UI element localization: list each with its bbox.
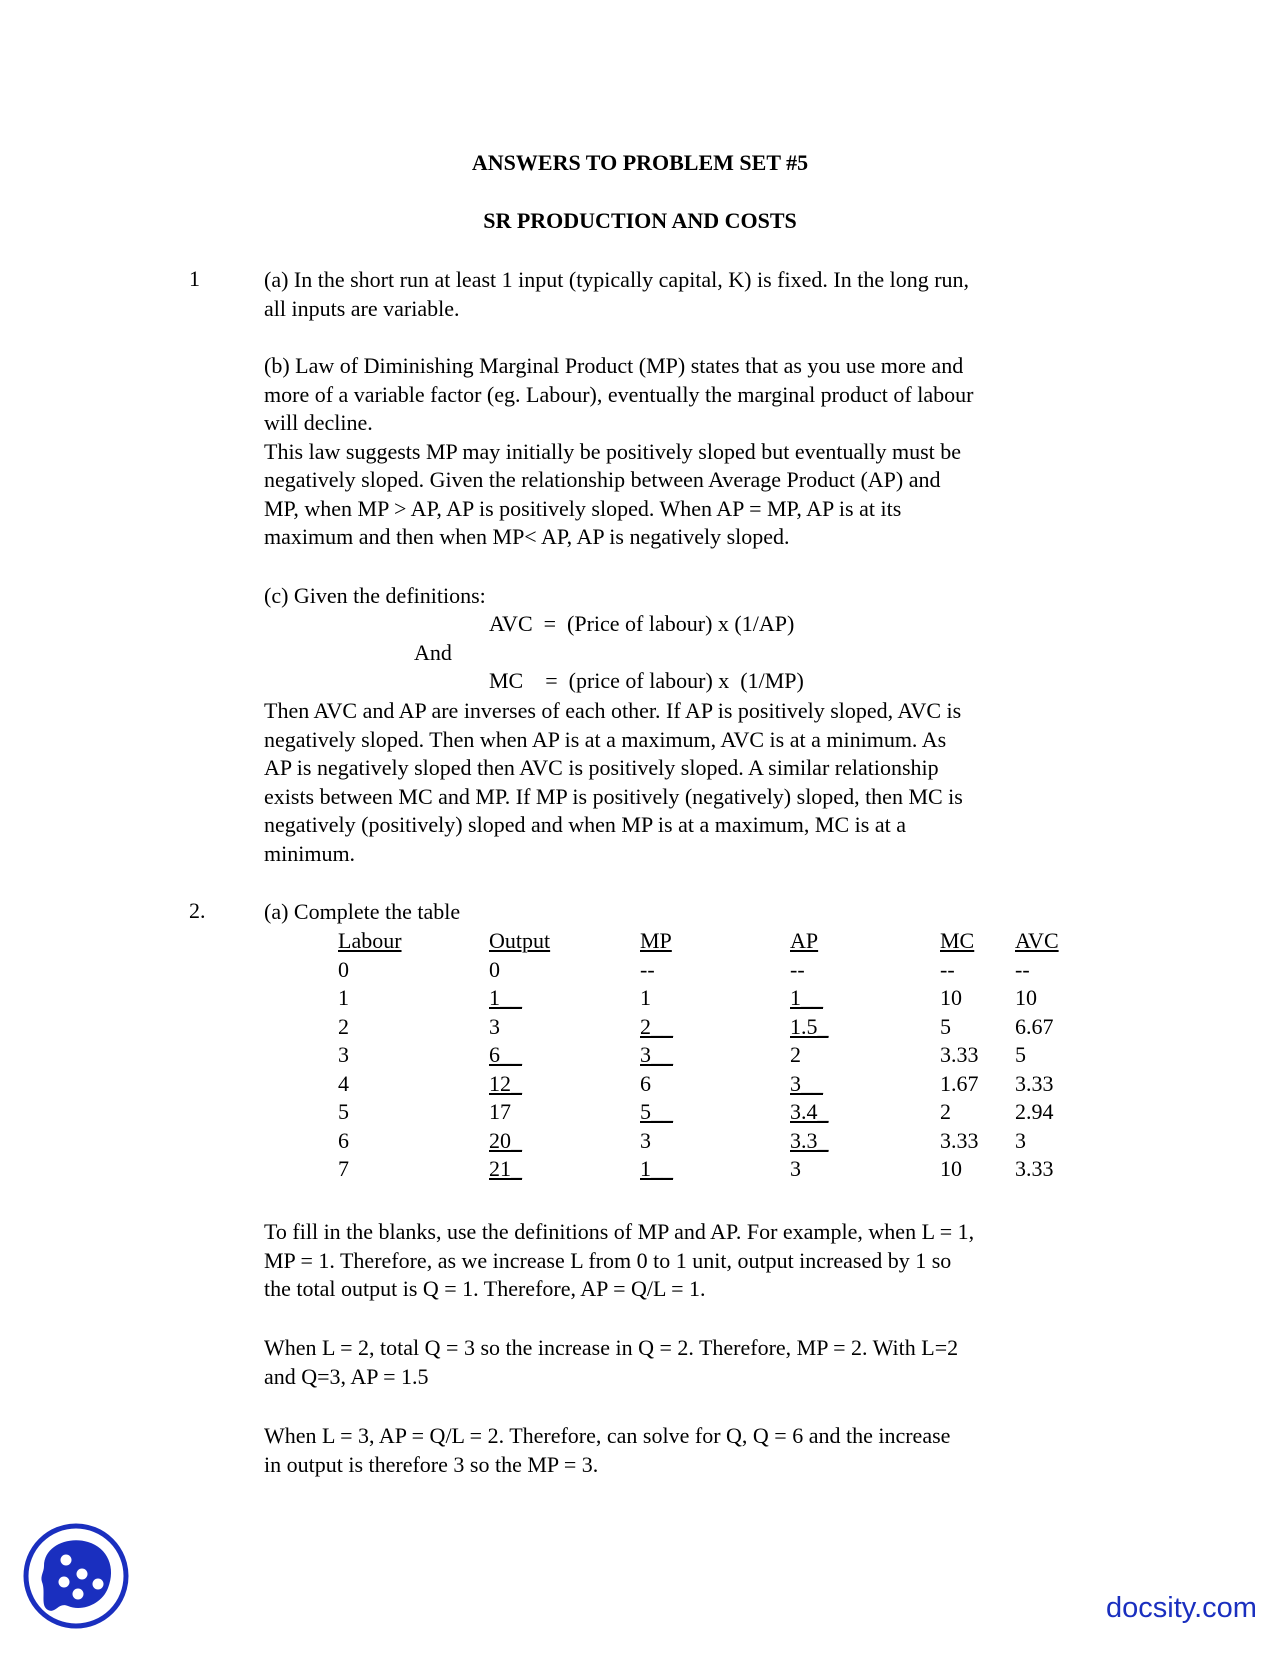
- table-cell: 10: [940, 985, 962, 1010]
- text-line: AP is negatively sloped then AVC is positively sloped. A similar relationship: [264, 755, 939, 780]
- table-cell: 2.94: [1015, 1099, 1054, 1124]
- table-cell: 6.67: [1015, 1013, 1054, 1039]
- column-header-ap: AP: [790, 928, 819, 953]
- q1-part-c-intro: [264, 582, 1044, 611]
- table-cell: 3.33: [1015, 1070, 1054, 1096]
- text-line: the total output is Q = 1. Therefore, AP = Q/L = 1.: [264, 1276, 706, 1301]
- q1-part-c-body: [264, 697, 1044, 868]
- text-line: MP, when MP > AP, AP is positively sloped. When AP = MP, AP is at its: [264, 495, 902, 521]
- table-cell-filled-blank: 1__: [489, 985, 522, 1010]
- docsity-brand-link[interactable]: docsity.com: [1106, 1592, 1257, 1624]
- table-cell-filled-blank: 1__: [640, 1156, 673, 1181]
- text-line: (a) In the short run at least 1 input (typically capital, K) is fixed. In the long run,: [264, 267, 970, 292]
- q1-part-b: [264, 352, 1044, 552]
- table-cell-filled-blank: 2__: [640, 1013, 673, 1039]
- column-header-mc: MC: [940, 928, 975, 953]
- table-cell: 5: [940, 1013, 951, 1039]
- table-cell: 1: [338, 985, 349, 1010]
- avc-equation: AVC = (Price of labour) x (1/AP): [489, 611, 795, 636]
- table-cell: --: [1015, 956, 1030, 982]
- q2-explanation-1: [264, 1218, 1044, 1304]
- table-cell: 1: [640, 985, 651, 1010]
- table-cell: --: [790, 956, 805, 982]
- table-cell-filled-blank: 1__: [790, 985, 823, 1010]
- table-cell: 6: [338, 1127, 349, 1153]
- table-cell: 3: [640, 1127, 651, 1153]
- table-cell-filled-blank: 12_: [489, 1070, 522, 1096]
- document-title: ANSWERS TO PROBLEM SET #5: [471, 150, 809, 175]
- document-subtitle: SR PRODUCTION AND COSTS: [483, 208, 797, 233]
- table-cell: 6: [640, 1070, 651, 1096]
- table-cell: 3.33: [940, 1127, 979, 1153]
- text-line: negatively sloped. Given the relationship between Average Product (AP) and: [264, 467, 941, 492]
- column-header-mp: MP: [640, 928, 672, 953]
- text-line: (c) Given the definitions:: [264, 583, 486, 608]
- text-line: Then AVC and AP are inverses of each other. If AP is positively sloped, AVC is: [264, 698, 962, 723]
- table-cell-filled-blank: 3__: [790, 1070, 823, 1096]
- table-cell: 1.67: [940, 1070, 979, 1096]
- table-cell: 3: [790, 1156, 801, 1181]
- table-cell-filled-blank: 6__: [489, 1042, 522, 1067]
- text-line: This law suggests MP may initially be positively sloped but eventually must be: [264, 438, 962, 464]
- text-line: MP = 1. Therefore, as we increase L from 0 to 1 unit, output increased by 1 so: [264, 1247, 952, 1273]
- text-line: minimum.: [264, 840, 356, 866]
- column-header-output: Output: [489, 928, 551, 953]
- text-line: To fill in the blanks, use the definitions of MP and AP. For example, when L = 1,: [264, 1219, 975, 1244]
- text-line: more of a variable factor (eg. Labour), eventually the marginal product of labour: [264, 381, 974, 407]
- table-cell: 0: [489, 956, 500, 982]
- table-cell-filled-blank: 3.4_: [790, 1099, 829, 1124]
- text-line: all inputs are variable.: [264, 295, 460, 321]
- docsity-logo-icon: [22, 1522, 130, 1630]
- q2-explanation-2: [264, 1334, 1044, 1391]
- table-cell: 5: [1015, 1042, 1026, 1067]
- table-cell: 0: [338, 956, 349, 982]
- table-cell: 3.33: [940, 1042, 979, 1067]
- table-cell: 5: [338, 1099, 349, 1124]
- table-cell-filled-blank: 21_: [489, 1156, 522, 1181]
- table-cell: 2: [338, 1013, 349, 1039]
- q1-part-a: [264, 266, 1044, 323]
- column-header-avc: AVC: [1015, 928, 1059, 953]
- and-label: And: [414, 640, 452, 665]
- text-line: maximum and then when MP< AP, AP is negatively sloped.: [264, 524, 790, 549]
- table-cell: 17: [489, 1099, 511, 1124]
- table-cell: 7: [338, 1156, 349, 1181]
- table-cell: --: [940, 956, 955, 982]
- column-header-labour: Labour: [338, 928, 402, 953]
- table-cell-filled-blank: 3__: [640, 1042, 673, 1067]
- table-cell: 10: [1015, 985, 1037, 1010]
- table-cell: 4: [338, 1070, 349, 1096]
- table-cell: 3.33: [1015, 1156, 1054, 1181]
- table-cell-filled-blank: 3.3_: [790, 1127, 829, 1153]
- table-cell: --: [640, 956, 655, 982]
- q2-explanation-3: [264, 1422, 1044, 1479]
- text-line: exists between MC and MP. If MP is positively (negatively) sloped, then MC is: [264, 783, 963, 809]
- text-line: (a) Complete the table: [264, 899, 461, 924]
- mc-equation: MC = (price of labour) x (1/MP): [489, 668, 804, 693]
- table-cell-filled-blank: 1.5_: [790, 1013, 829, 1039]
- text-line: negatively sloped. Then when AP is at a maximum, AVC is at a minimum. As: [264, 726, 947, 752]
- text-line: in output is therefore 3 so the MP = 3.: [264, 1451, 599, 1477]
- table-cell: 2: [940, 1099, 951, 1124]
- table-cell-filled-blank: 5__: [640, 1099, 673, 1124]
- table-cell: 2: [790, 1042, 801, 1067]
- text-line: When L = 2, total Q = 3 so the increase in Q = 2. Therefore, MP = 2. With L=2: [264, 1335, 959, 1360]
- table-cell: 3: [489, 1013, 500, 1039]
- text-line: and Q=3, AP = 1.5: [264, 1363, 429, 1389]
- text-line: will decline.: [264, 410, 373, 435]
- table-cell: 3: [1015, 1127, 1026, 1153]
- table-cell: 3: [338, 1042, 349, 1067]
- text-line: (b) Law of Diminishing Marginal Product (MP) states that as you use more and: [264, 353, 964, 378]
- table-cell-filled-blank: 20_: [489, 1127, 522, 1153]
- question-2-number: 2.: [189, 898, 206, 923]
- text-line: negatively (positively) sloped and when MP is at a maximum, MC is at a: [264, 812, 906, 837]
- q2-part-a-intro: [264, 898, 1044, 927]
- table-cell: 10: [940, 1156, 962, 1181]
- text-line: When L = 3, AP = Q/L = 2. Therefore, can solve for Q, Q = 6 and the increase: [264, 1423, 951, 1448]
- question-1-number: 1: [189, 266, 200, 291]
